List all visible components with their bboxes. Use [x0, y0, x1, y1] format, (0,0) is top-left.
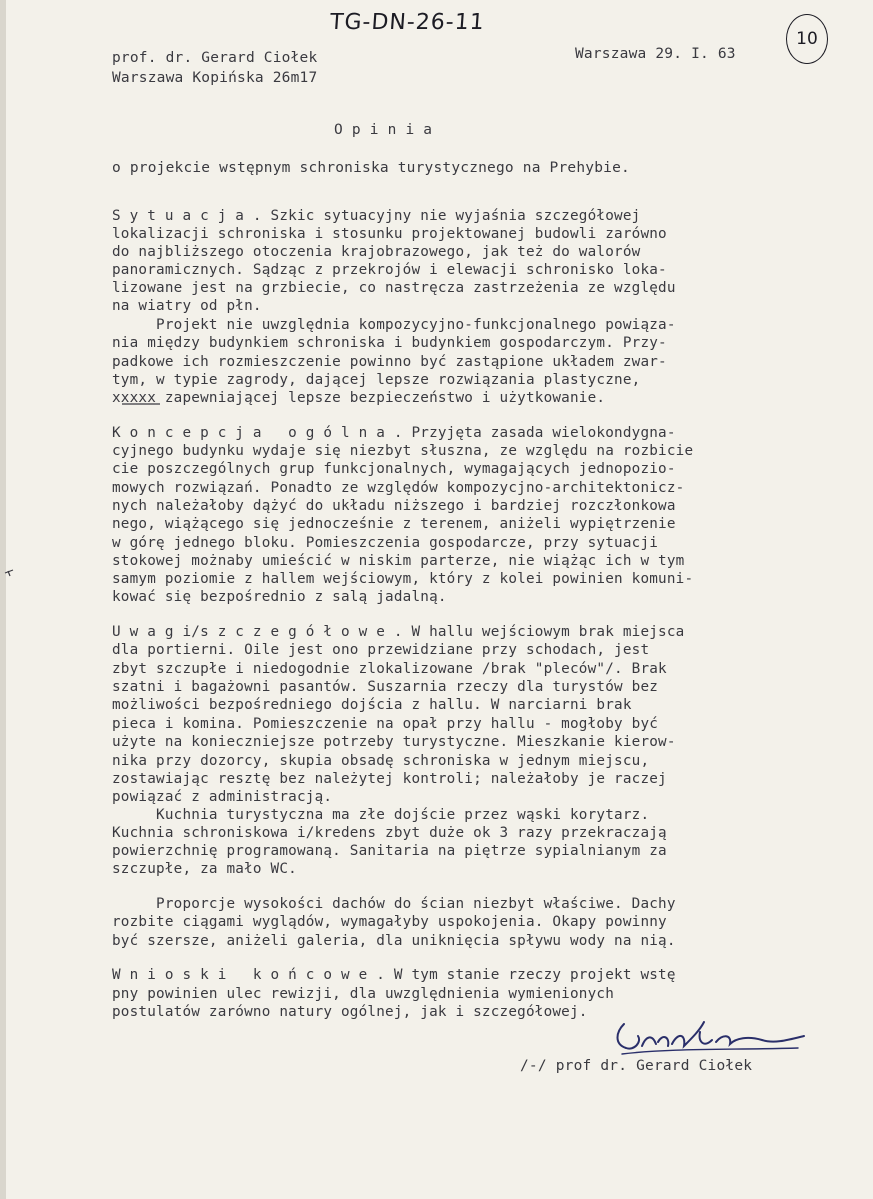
author-address: Warszawa Kopińska 26m17	[112, 70, 318, 86]
body-line: Kuchnia schroniskowa i/kredens zbyt duże ok 3 razy przekraczają	[112, 825, 667, 841]
archive-reference: TG-DN-26-11	[329, 10, 486, 35]
document-title: O p i n i a	[334, 122, 433, 138]
margin-mark	[4, 568, 14, 578]
body-line: Proporcje wysokości dachów do ścian niezbyt właściwe. Dachy	[112, 896, 676, 912]
body-line: na wiatry od płn.	[112, 298, 262, 314]
body-line: do najbliższego otoczenia krajobrazowego, jak też do walorów	[112, 244, 641, 260]
typed-strikeout-mark	[122, 398, 160, 410]
body-line: w górę jednego bloku. Pomieszczenia gospodarcze, przy sytuacji	[112, 535, 659, 551]
body-line: zostawiając resztę bez należytej kontroli; należałoby je raczej	[112, 771, 667, 787]
body-line: powiązać z administracją.	[112, 789, 333, 805]
body-line: nego, wiążącego się jednocześnie z terenem, aniżeli wypiętrzenie	[112, 516, 676, 532]
body-line: nika przy dozorcy, skupia obsadę schroniska w jednym miejscu,	[112, 753, 650, 769]
body-line: Projekt nie uwzględnia kompozycyjno-funkcjonalnego powiąza-	[112, 317, 676, 333]
body-line: U w a g i/s z c z e g ó ł o w e . W hallu wejściowym brak miejsca	[112, 624, 685, 640]
body-line: tym, w typie zagrody, dającej lepsze rozwiązania plastyczne,	[112, 372, 641, 388]
body-line: użyte na konieczniejsze potrzeby turystyczne. Mieszkanie kierow-	[112, 734, 676, 750]
document-subtitle: o projekcie wstępnym schroniska turystycznego na Prehybie.	[112, 160, 630, 176]
signature-block: /-/ prof dr. Gerard Ciołek	[520, 1058, 753, 1074]
body-line: pny powinien ulec rewizji, dla uwzględnienia wymienionych	[112, 986, 615, 1002]
body-line: dla portierni. Oile jest ono przewidziane przy schodach, jest	[112, 642, 650, 658]
body-line: samym poziomie z hallem wejściowym, który z kolei powinien komuni-	[112, 571, 694, 587]
page-number: 10	[796, 29, 818, 49]
body-line: lokalizacji schroniska i stosunku projektowanej budowli zarówno	[112, 226, 667, 242]
body-line: pieca i komina. Pomieszczenie na opał przy hallu - mogłoby być	[112, 716, 659, 732]
body-line: zbyt szczupłe i niedogodnie zlokalizowane /brak "pleców"/. Brak	[112, 661, 667, 677]
body-line: szatni i bagażowni pasantów. Suszarnia rzeczy dla turystów bez	[112, 679, 659, 695]
body-line: cyjnego budynku wydaje się niezbyt słuszna, ze względu na rozbicie	[112, 443, 694, 459]
body-line: S y t u a c j a . Szkic sytuacyjny nie wyjaśnia szczegółowej	[112, 208, 641, 224]
body-line: W n i o s k i k o ń c o w e . W tym stanie rzeczy projekt wstę	[112, 967, 676, 983]
body-line: padkowe ich rozmieszczenie powinno być zastąpione układem zwar-	[112, 354, 667, 370]
body-line: panoramicznych. Sądząc z przekrojów i elewacji schronisko loka-	[112, 262, 667, 278]
body-line: możliwości bezpośredniego dojścia z hallu. W narciarni brak	[112, 697, 632, 713]
page-number-badge	[786, 14, 828, 64]
body-line: stokowej możnaby umieścić w niskim parterze, nie wiążąc ich w tym	[112, 553, 685, 569]
body-line: kować się bezpośrednio z salą jadalną.	[112, 589, 447, 605]
body-line: powierzchnię programowaną. Sanitaria na piętrze sypialnianym za	[112, 843, 667, 859]
handwritten-signature	[612, 1018, 822, 1060]
body-line: mowych rozwiązań. Ponadto ze względów kompozycjno-architektonicz-	[112, 480, 685, 496]
body-line: nia między budynkiem schroniska i budynkiem gospodarczym. Przy-	[112, 335, 667, 351]
body-line: cie poszczególnych grup funkcjonalnych, wymagających jednopozio-	[112, 461, 676, 477]
body-line: lizowane jest na grzbiecie, co nastręcza zastrzeżenia ze względu	[112, 280, 676, 296]
place-date: Warszawa 29. I. 63	[575, 46, 736, 62]
body-line: Kuchnia turystyczna ma złe dojście przez wąski korytarz.	[112, 807, 650, 823]
body-line: postulatów zarówno natury ogólnej, jak i szczegółowej.	[112, 1004, 588, 1020]
body-line: xxxxx zapewniającej lepsze bezpieczeństwo i użytkowanie.	[112, 390, 606, 406]
body-line: nych należałoby dążyć do układu niższego i bardziej rozczłonkowa	[112, 498, 676, 514]
body-line: szczupłe, za mało WC.	[112, 861, 297, 877]
author-name: prof. dr. Gerard Ciołek	[112, 50, 318, 66]
body-line: być szersze, aniżeli galeria, dla uniknięcia spływu wody na nią.	[112, 933, 676, 949]
body-line: K o n c e p c j a o g ó l n a . Przyjęta zasada wielokondygna-	[112, 425, 676, 441]
body-line: rozbite ciągami wyglądów, wymagałyby uspokojenia. Okapy powinny	[112, 914, 667, 930]
